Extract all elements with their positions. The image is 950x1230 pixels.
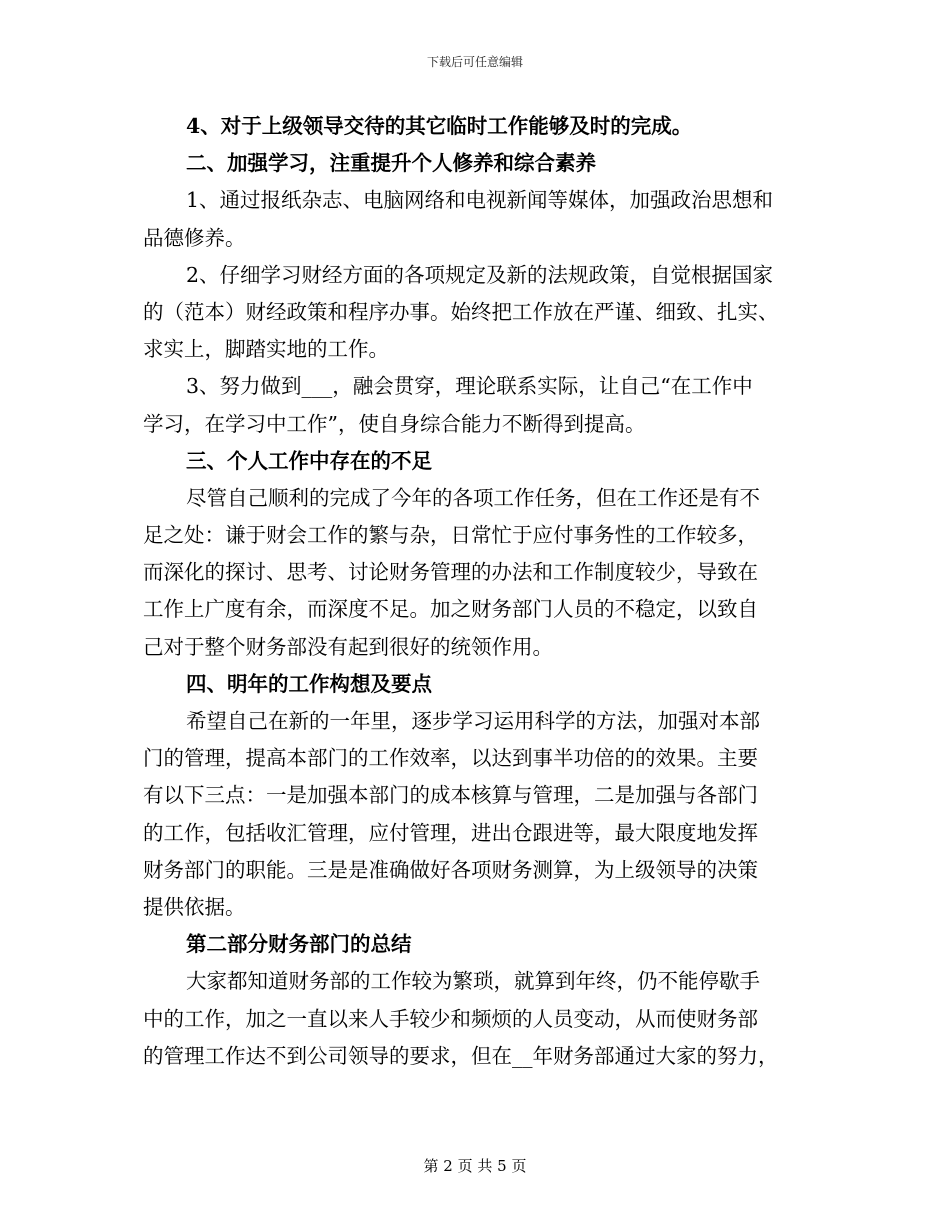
paragraph-line: 门的管理，提高本部门的工作效率，以达到事半功倍的的效果。主要	[143, 746, 758, 771]
paragraph-line: 求实上，脚踏实地的工作。	[143, 337, 389, 362]
page-header-note: 下载后可任意编辑	[426, 55, 523, 69]
paragraph-line: 2、仔细学习财经方面的各项规定及新的法规政策，自觉根据国家	[186, 262, 774, 287]
section-heading: 第二部分财务部门的总结	[186, 932, 412, 957]
paragraph-line: 3、努力做到___，融会贯穿，理论联系实际，让自己“在工作中	[186, 374, 753, 399]
document-body	[143, 108, 808, 1075]
paragraph-line: 的（范本）财经政策和程序办事。始终把工作放在严谨、细致、扎实、	[143, 299, 779, 324]
paragraph-line: 财务部门的职能。三是是准确做好各项财务测算，为上级领导的决策	[143, 857, 758, 882]
paragraph-line: 中的工作，加之一直以来人手较少和频烦的人员变动，从而使财务部	[143, 1006, 758, 1031]
paragraph-line: 的工作，包括收汇管理，应付管理，进出仓跟进等，最大限度地发挥	[143, 820, 758, 845]
paragraph-line: 己对于整个财务部没有起到很好的统领作用。	[143, 634, 553, 659]
paragraph-line: 大家都知道财务部的工作较为繁琐，就算到年终，仍不能停歇手	[186, 969, 760, 994]
paragraph-line: 尽管自己顺利的完成了今年的各项工作任务，但在工作还是有不	[186, 485, 760, 510]
paragraph-line: 有以下三点：一是加强本部门的成本核算与管理，二是加强与各部门	[143, 783, 758, 808]
paragraph-line: 1、通过报纸杂志、电脑网络和电视新闻等媒体，加强政治思想和	[186, 188, 774, 213]
section-heading: 4、对于上级领导交待的其它临时工作能够及时的完成。	[186, 114, 693, 138]
section-heading: 二、加强学习，注重提升个人修养和综合素养	[186, 151, 596, 176]
section-heading: 四、明年的工作构想及要点	[186, 671, 432, 696]
paragraph-line: 希望自己在新的一年里，逐步学习运用科学的方法，加强对本部	[186, 709, 760, 733]
paragraph-line: 而深化的探讨、思考、讨论财务管理的办法和工作制度较少，导致在	[143, 560, 758, 585]
page-footer: 第 2 页 共 5 页	[423, 1157, 527, 1175]
paragraph-line: 足之处：谦于财会工作的繁与杂，日常忙于应付事务性的工作较多，	[143, 523, 758, 548]
paragraph-line: 学习，在学习中工作”，使自身综合能力不断得到提高。	[143, 411, 646, 436]
paragraph-line: 提供依据。	[143, 894, 246, 919]
paragraph-line: 的管理工作达不到公司领导的要求，但在__年财务部通过大家的努力，	[143, 1043, 779, 1068]
paragraph-line: 工作上广度有余，而深度不足。加之财务部门人员的不稳定，以致自	[143, 597, 758, 622]
section-heading: 三、个人工作中存在的不足	[186, 448, 432, 473]
paragraph-line: 品德修养。	[143, 225, 246, 250]
